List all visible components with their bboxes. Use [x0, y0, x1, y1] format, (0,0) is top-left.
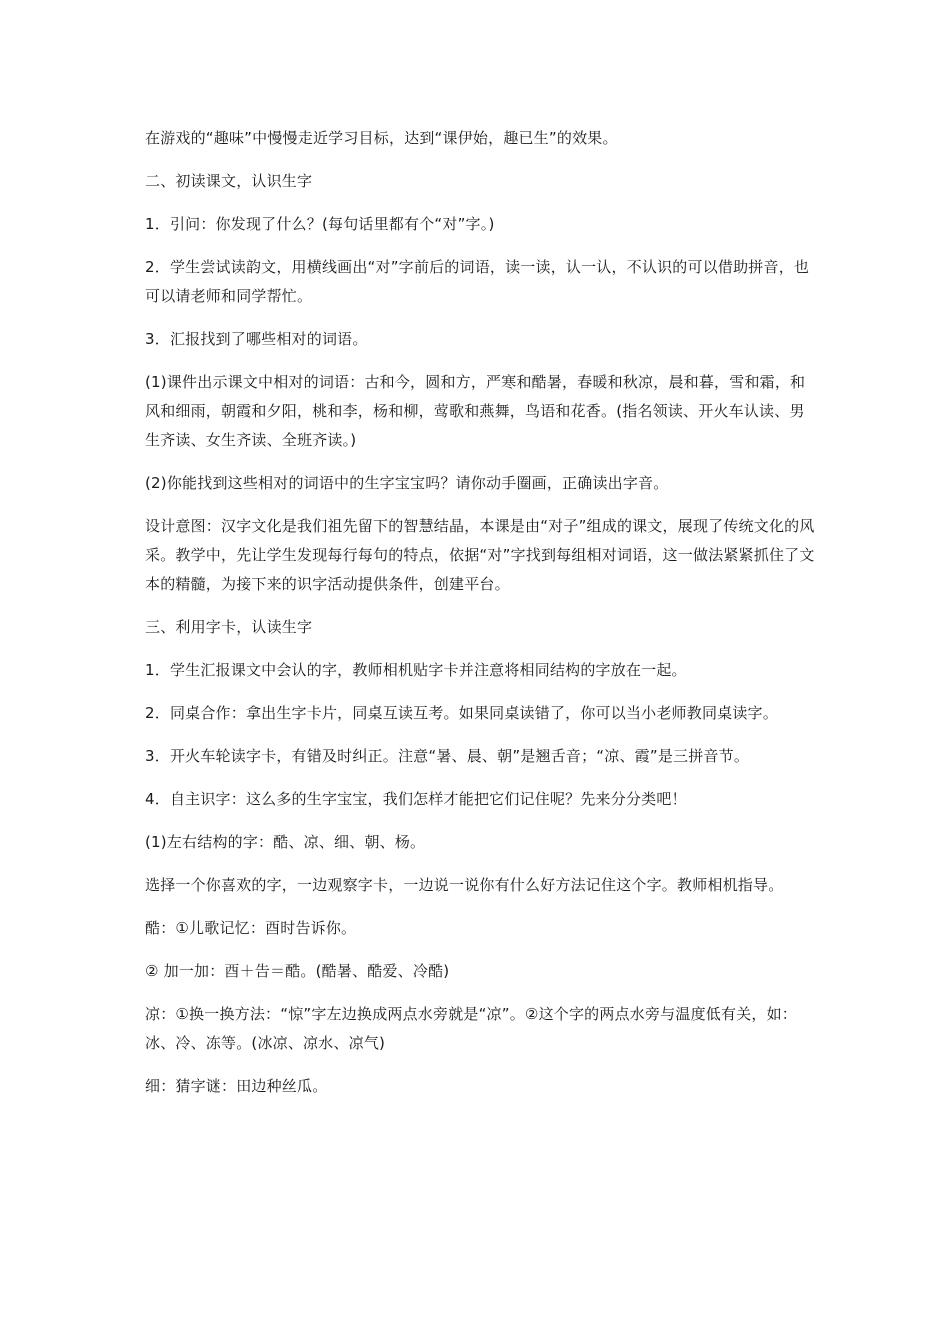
section-heading-3: 三、利用字卡，认读生字 — [145, 618, 313, 636]
paragraph: 选择一个你喜欢的字，一边观察字卡，一边说一说你有什么好方法记住这个字。教师相机指导。 — [145, 876, 784, 894]
character-note: 细：猜字谜：田边种丝瓜。 — [145, 1077, 328, 1095]
section-heading-2: 二、初读课文，认识生字 — [145, 172, 313, 190]
design-intent-paragraph: 设计意图：汉字文化是我们祖先留下的智慧结晶，本课是由“对子”组成的课文，展现了传统文化的风采。教学中，先让学生发现每行每句的特点，依据“对”字找到每组相对词语，这一做法紧紧抓住了文本的精髓，为接下来的识字活动提供条件，创建平台。 — [145, 517, 815, 593]
character-note: 凉：①换一换方法：“惊”字左边换成两点水旁就是“凉”。②这个字的两点水旁与温度低有关，如：冰、冷、冻等。(冰凉、凉水、凉气) — [145, 1005, 797, 1052]
list-item: 4．自主识字：这么多的生字宝宝，我们怎样才能把它们记住呢？先来分分类吧！ — [145, 790, 687, 808]
sub-item: (2)你能找到这些相对的词语中的生字宝宝吗？请你动手圈画，正确读出字音。 — [145, 474, 669, 492]
paragraph-intro-summary: 在游戏的“趣味”中慢慢走近学习目标，达到“课伊始，趣已生”的效果。 — [145, 129, 618, 147]
list-item: 2．同桌合作：拿出生字卡片，同桌互读互考。如果同桌读错了，你可以当小老师教同桌读字。 — [145, 704, 778, 722]
list-item: 2．学生尝试读韵文，用横线画出“对”字前后的词语，读一读，认一认，不认识的可以借助拼音，也可以请老师和同学帮忙。 — [145, 258, 810, 305]
character-note: 酷：①儿歌记忆：酉时告诉你。 — [145, 919, 357, 937]
list-item: 3．汇报找到了哪些相对的词语。 — [145, 330, 368, 348]
list-item: 1．学生汇报课文中会认的字，教师相机贴字卡并注意将相同结构的字放在一起。 — [145, 661, 687, 679]
list-item: 3．开火车轮读字卡，有错及时纠正。注意“暑、晨、朝”是翘舌音；“凉、霞”是三拼音节。 — [145, 747, 750, 765]
document-body — [145, 124, 815, 1115]
sub-item: (1)课件出示课文中相对的词语：古和今，圆和方，严寒和酷暑，春暖和秋凉，晨和暮，雪和霜，和风和细雨，朝霞和夕阳，桃和李，杨和柳，莺歌和燕舞，鸟语和花香。(指名领读、开火车认读、男生齐读、女生齐读、全班齐读。) — [145, 373, 806, 449]
list-item: 1．引问：你发现了什么？(每句话里都有个“对”字。) — [145, 215, 495, 233]
character-note: ② 加一加：酉＋告＝酷。(酷暑、酷爱、冷酷) — [145, 962, 450, 980]
sub-item: (1)左右结构的字：酷、凉、细、朝、杨。 — [145, 833, 426, 851]
